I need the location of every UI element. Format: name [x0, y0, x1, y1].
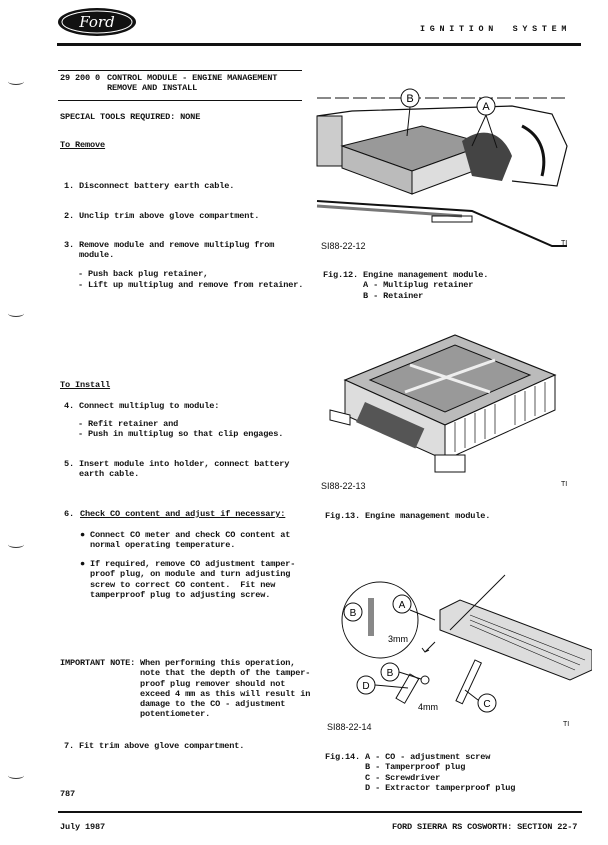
step-6-number: 6. — [64, 509, 75, 519]
fig14-tag: TI — [563, 721, 570, 728]
install-heading: To Install — [60, 380, 111, 390]
svg-text:D: D — [362, 681, 370, 692]
fig13-ref: SI88-22-13 — [321, 481, 366, 491]
section-title: I G N I T I O N S Y S T E M — [420, 24, 567, 34]
title-rule-top — [58, 70, 302, 71]
bullet-icon: ● — [80, 530, 86, 540]
substep: - Push in multiplug so that clip engages. — [78, 429, 284, 439]
step-3: 3. Remove module and remove multiplug from module. — [64, 240, 275, 261]
step-6: Check CO content and adjust if necessary: — [80, 509, 286, 519]
substep: - Lift up multiplug and remove from retainer. — [78, 280, 304, 290]
svg-text:A: A — [482, 101, 490, 113]
footer-section: FORD SIERRA RS COSWORTH: SECTION 22-7 — [392, 822, 578, 832]
procedure-title: CONTROL MODULE - ENGINE MANAGEMENT — [107, 73, 278, 83]
step-6-bullet: Connect CO meter and check CO content at normal operating temperature. — [90, 530, 291, 551]
fig12-illustration — [312, 86, 574, 251]
svg-text:A: A — [398, 600, 406, 611]
title-rule-bottom — [58, 100, 302, 101]
step-1: 1. Disconnect battery earth cable. — [64, 181, 235, 191]
substep: - Push back plug retainer, — [78, 269, 209, 279]
fig13-caption: Fig.13. Engine management module. — [325, 511, 491, 521]
svg-text:B: B — [386, 668, 394, 679]
footer-date: July 1987 — [60, 822, 106, 832]
step-6-bullet: If required, remove CO adjustment tamper- proof plug, on module and turn adjusting screw to correct CO content. Fit new tamperproof plug to adjusting screw. — [90, 559, 296, 600]
fig13-illustration — [325, 330, 568, 490]
substep: - Refit retainer and — [78, 419, 179, 429]
remove-heading: To Remove — [60, 140, 106, 150]
procedure-code: 29 200 0 — [60, 73, 101, 83]
header-rule — [57, 43, 581, 46]
step-5: 5. Insert module into holder, connect battery earth cable. — [64, 459, 290, 480]
svg-text:Ford: Ford — [79, 13, 115, 31]
page-code: 787 — [60, 789, 76, 799]
step-4: 4. Connect multiplug to module: — [64, 401, 220, 411]
note-label: IMPORTANT NOTE: — [60, 658, 136, 668]
fig12-caption: Fig.12. Engine management module. A - Multiplug retainer B - Retainer — [323, 270, 489, 301]
fig14-caption: Fig.14. A - CO - adjustment screw B - Tamperproof plug C - Screwdriver D - Extractor tamperproof plug — [325, 752, 516, 793]
margin-mark — [8, 310, 24, 317]
svg-text:B: B — [406, 93, 414, 105]
svg-text:C: C — [483, 699, 491, 710]
svg-text:3mm: 3mm — [388, 634, 408, 644]
fig14-ref: SI88-22-14 — [327, 722, 372, 732]
margin-mark — [8, 78, 24, 85]
ford-logo — [57, 7, 137, 37]
margin-mark — [8, 541, 24, 548]
svg-text:4mm: 4mm — [418, 702, 438, 712]
fig12-ref: SI88-22-12 — [321, 241, 366, 251]
procedure-subtitle: REMOVE AND INSTALL — [107, 83, 198, 93]
step-2: 2. Unclip trim above glove compartment. — [64, 211, 260, 221]
note-text: When performing this operation, note that the depth of the tamper- proof plug remover should not exceed 4 mm as this will result in damage to the CO - adjustment potentiometer. — [140, 658, 311, 720]
fig13-tag: TI — [561, 481, 568, 488]
footer-rule — [58, 811, 582, 813]
fig14-illustration — [330, 570, 592, 720]
bullet-icon: ● — [80, 559, 86, 569]
special-tools: SPECIAL TOOLS REQUIRED: NONE — [60, 112, 201, 122]
step-7: 7. Fit trim above glove compartment. — [64, 741, 245, 751]
fig12-tag: TI — [561, 240, 568, 247]
svg-text:B: B — [349, 608, 357, 619]
margin-mark — [8, 772, 24, 779]
